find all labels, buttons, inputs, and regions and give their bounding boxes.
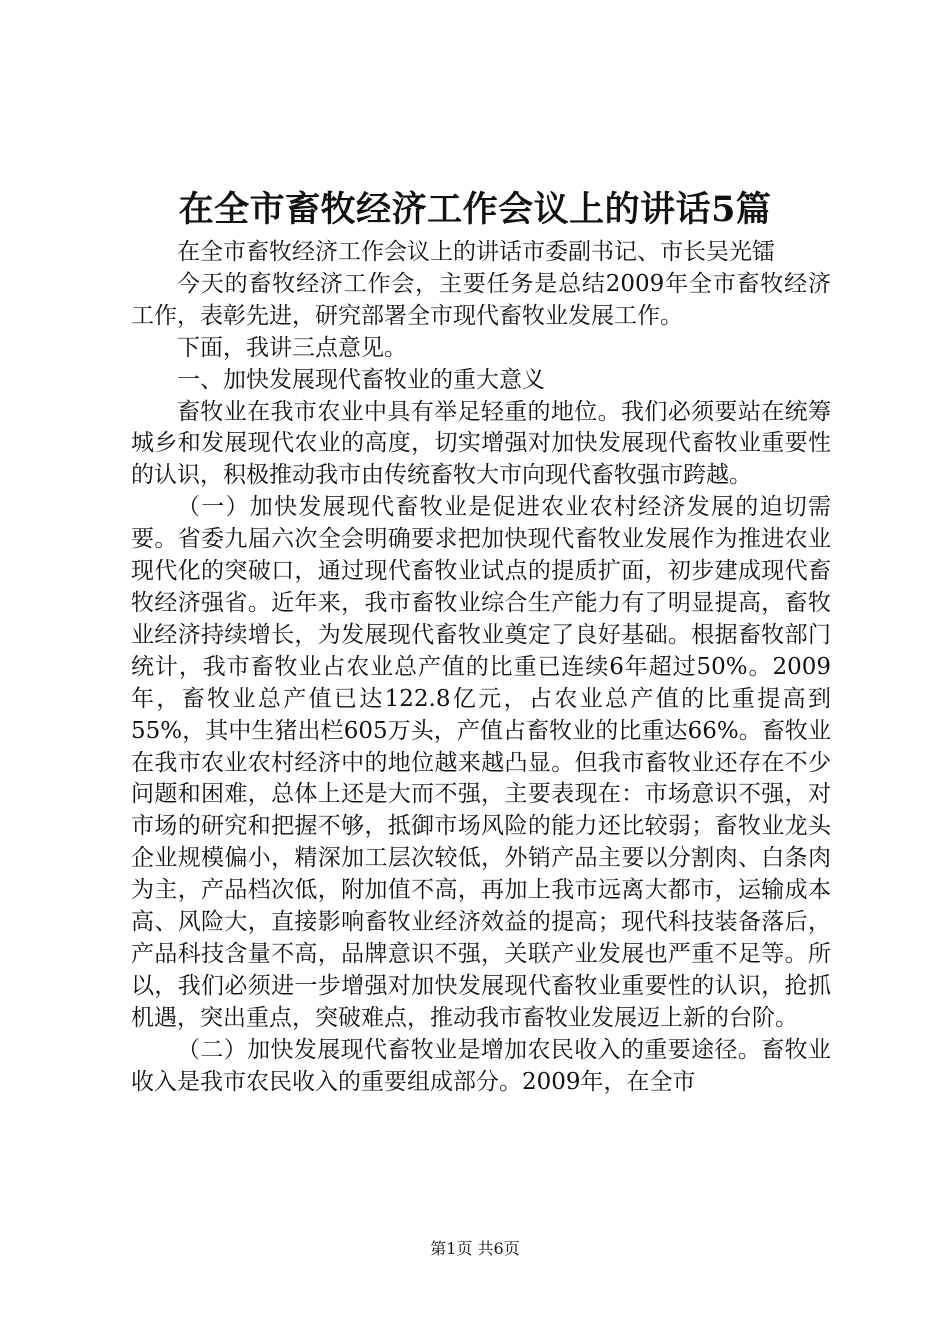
paragraph-significance: 畜牧业在我市农业中具有举足轻重的地位。我们必须要站在统筹城乡和发展现代农业的高度，切实增强对加快发展现代畜牧业重要性的认识，积极推动我市由传统畜牧大市向现代畜牧强市跨越。 [131, 398, 831, 489]
paragraph-byline: 在全市畜牧经济工作会议上的讲话市委副书记、市长吴光镭 [177, 239, 775, 265]
section-heading-1: 一、加快发展现代畜牧业的重大意义 [177, 366, 545, 393]
document-title: 在全市畜牧经济工作会议上的讲话5篇 [178, 189, 772, 230]
paragraph-intro: 今天的畜牧经济工作会，主要任务是总结2009年全市畜牧经济工作，表彰先进，研究部署全市现代畜牧业发展工作。 [131, 270, 831, 329]
page-footer: 第1页 共6页 [430, 1239, 520, 1258]
paragraph-point-2: （二）加快发展现代畜牧业是增加农民收入的重要途径。畜牧业收入是我市农民收入的重要组成部分。2009年，在全市 [131, 1036, 831, 1095]
document-body [131, 237, 831, 1098]
paragraph-point-1: （一）加快发展现代畜牧业是促进农业农村经济发展的迫切需要。省委九届六次全会明确要求把加快现代畜牧业发展作为推进农业现代化的突破口，通过现代畜牧业试点的提质扩面，初步建成现代畜牧经济强省。近年来，我市畜牧业综合生产能力有了明显提高，畜牧业经济持续增长，为发展现代畜牧业奠定了良好基础。根据畜牧部门统计，我市畜牧业占农业总产值的比重已连续6年超过50%。2009年，畜牧业总产值已达122.8亿元，占农业总产值的比重提高到55%，其中生猪出栏605万头，产值占畜牧业的比重达66%。畜牧业在我市农业农村经济中的地位越来越凸显。但我市畜牧业还存在不少问题和困难，总体上还是大而不强，主要表现在：市场意识不强，对市场的研究和把握不够，抵御市场风险的能力还比较弱；畜牧业龙头企业规模偏小，精深加工层次较低，外销产品主要以分割肉、白条肉为主，产品档次低，附加值不高，再加上我市远离大都市，运输成本高、风险大，直接影响畜牧业经济效益的提高；现代科技装备落后，产品科技含量不高，品牌意识不强，关联产业发展也严重不足等。所以，我们必须进一步增强对加快发展现代畜牧业重要性的认识，抢抓机遇，突出重点，突破难点，推动我市畜牧业发展迈上新的台阶。 [131, 494, 831, 1031]
paragraph-transition: 下面，我讲三点意见。 [177, 334, 407, 361]
